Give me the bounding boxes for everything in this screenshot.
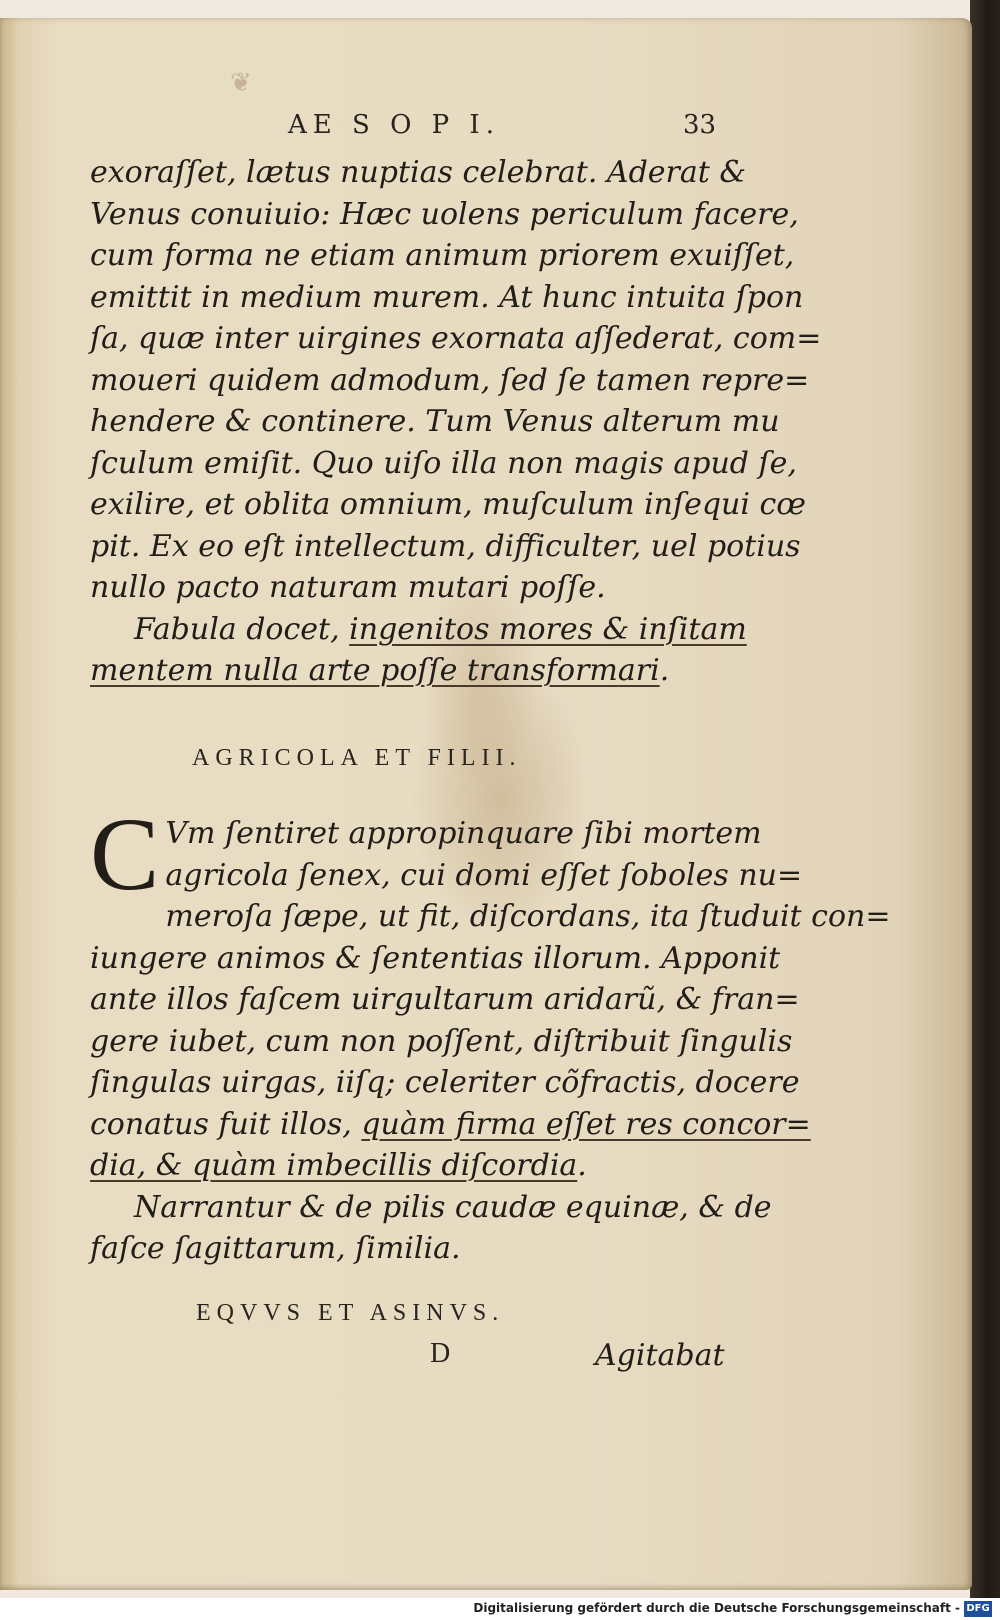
fable-1-text — [90, 152, 822, 692]
underlined-passage: quàm firma eſſet res concor= — [361, 1106, 811, 1142]
moral-lead: Fabula docet, — [134, 611, 350, 647]
text-line: hendere & continere. Tum Venus alterum mu — [90, 404, 780, 439]
underlined-passage: mentem nulla arte poſſe transformari — [90, 653, 660, 688]
page-header — [0, 110, 972, 150]
text-line: exilire, et oblita omnium, muſculum inſequi cœ — [90, 487, 806, 522]
text-line: Venus conuiuio: Hæc uolens periculum facere, — [90, 196, 799, 232]
text-line: meroſa ſæpe, ut fit, diſcordans, ita ſtuduit con= — [165, 899, 891, 934]
ink-smudge: ❦ — [230, 68, 252, 98]
next-fable-title: EQVVS ET ASINVS. — [196, 1300, 505, 1326]
text-line: iungere animos & ſententias illorum. Apponit — [90, 940, 781, 976]
page-number: 33 — [683, 110, 717, 140]
text-line: exoraſſet, lætus nuptias celebrat. Aderat & — [90, 155, 747, 190]
text-line: ante illos faſcem uirgultarum aridarũ, & fran= — [90, 982, 800, 1017]
fable-title: AGRICOLA ET FILII. — [192, 745, 522, 771]
text-line: Vm ſentiret appropinquare ſibi mortem — [165, 816, 762, 851]
book-page — [0, 18, 972, 1590]
note-line: Narrantur & de pilis caudæ equinæ, & de — [134, 1189, 772, 1225]
text-line: ſa, quæ inter uirgines exornata aſſederat, com= — [90, 321, 822, 356]
page-foot — [0, 1338, 972, 1378]
catchword: Agitabat — [595, 1338, 725, 1373]
text-line — [90, 1145, 720, 1187]
funding-notice: Digitalisierung gefördert durch die Deutsche Forschungsgemeinschaft - — [473, 1601, 960, 1615]
text-segment: . — [577, 1148, 587, 1183]
text-line: gere iubet, cum non poſſent, diſtribuit ſingulis — [90, 1023, 793, 1059]
moral-end: . — [659, 653, 670, 688]
text-line: emittit in medium murem. At hunc intuita ſpon — [90, 279, 804, 315]
text-line: nullo pacto naturam mutari poſſe. — [90, 570, 606, 605]
underlined-passage: ingenitos mores & inſitam — [349, 611, 747, 647]
scan-background-edge — [970, 0, 1000, 1620]
note-line: faſce ſagittarum, ſimilia. — [90, 1231, 461, 1266]
text-line: ſculum emiſit. Quo uiſo illa non magis apud ſe, — [90, 445, 797, 481]
digitization-footer — [0, 1598, 1000, 1620]
text-line: pit. Ex eo eſt intellectum, difficulter, uel potius — [90, 528, 801, 564]
dfg-logo: DFG — [964, 1601, 992, 1617]
underlined-passage: dia, & quàm imbecillis diſcordia — [90, 1148, 578, 1183]
text-line: cum forma ne etiam animum priorem exuiſſet, — [90, 238, 795, 273]
fable-2-text — [90, 797, 891, 1270]
running-title: AE S O P I. — [288, 110, 500, 140]
text-line: agricola ſenex, cui domi eſſet ſoboles nu= — [165, 857, 803, 893]
moral-line — [90, 609, 747, 651]
text-segment: conatus fuit illos, — [90, 1106, 362, 1142]
signature-mark: D — [430, 1338, 451, 1369]
text-line — [90, 1104, 811, 1146]
text-line: moueri quidem admodum, ſed ſe tamen repre= — [90, 362, 810, 398]
moral-line — [90, 650, 720, 692]
text-line: ſingulas uirgas, iiſq; celeriter cõfractis, docere — [90, 1065, 800, 1100]
drop-capital: C — [90, 797, 160, 912]
